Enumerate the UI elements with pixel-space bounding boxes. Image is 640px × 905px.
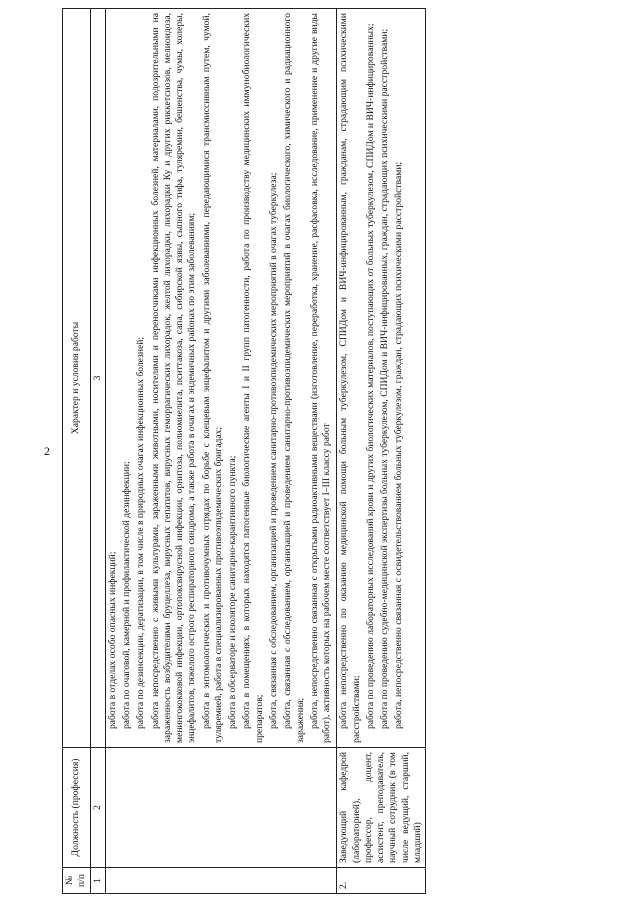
position-cell: Заведующий кафедрой (лабораторией), профессор, доцент, ассистент, преподаватель, научный сотрудник (в том числе ведущий, старший, младший) xyxy=(337,748,426,868)
table-row-2 xyxy=(337,9,426,894)
table-row-continuation xyxy=(105,9,337,894)
condition-item: работа, связанная с обследованием, организацией и проведением санитарно-противоэпидемических мероприятий в очагах туберкулеза; xyxy=(267,172,279,729)
header-row xyxy=(63,9,91,894)
cell-conditions xyxy=(105,9,337,748)
condition-item: работа, связанная с обследованием, организацией и проведением санитарно-противоэпидемических мероприятий в очагах биологического, химического и радиационного заражения; xyxy=(282,13,306,743)
conditions-table xyxy=(62,8,426,894)
condition-item: работа по проведению судебно-медицинской экспертизы больных туберкулезом, СПИДом и ВИЧ-инфицированных, граждан, страдающих психическими расстройствами; xyxy=(379,28,391,729)
header-position: Должность (профессия) xyxy=(63,748,91,868)
condition-item: работа по проведению лабораторных исследований крови и других биологических материалов, поступающих от больных туберкулезом, СПИДом и ВИЧ-инфицированных; xyxy=(364,23,376,729)
condition-item: работа, непосредственно связанная с открытыми радиоактивными веществами (изготовление, переработка, хранение, расфасовка, исследование, применение и другие виды работ), активность которых на рабочем месте соответствует I–III классу работ xyxy=(308,13,333,743)
cell-conditions xyxy=(337,9,426,748)
cell-no-empty xyxy=(105,868,337,894)
index-cell-3: 3 xyxy=(90,9,105,748)
condition-item: работа непосредственно с живыми культурами, зараженными животными, носителями и переносчиками инфекционных болезней, материалами, подозрительными на зараженность возбудителями бруцеллеза, вирусных гепатитов, вирусных геморрагических лихорадок, желтой лихорадки, лихорадки Ку и других риккетсиозов, мелиоидоза, менингококковой инфекции, ортопоксвирусной инфекции, орнитоза, полиомиелита, пситтакоза, сапа, сибирской язвы, сыпного тифа, туляремии, бешенства, чумы, холеры, энцефалитов, тяжелого острого респираторного синдрома, а также работа в очагах и эндемичных районах по этим заболеваниям; xyxy=(149,13,198,743)
header-conditions: Характер и условия работы xyxy=(63,9,91,748)
table-container xyxy=(62,8,622,894)
condition-item: работа в энтомологических и противочумных отрядах по борьбе с клещевым энцефалитом и другими заболеваниями, передающимися трансмиссивным путем, чумой, туляремией, работа в специализированных противоэпидемических бригадах; xyxy=(200,13,224,743)
index-cell-2: 2 xyxy=(90,748,105,868)
row-number: 2. xyxy=(337,868,426,894)
condition-item: работа по дезинсекции, дератизации, в том числе в природных очагах инфекционных болезней; xyxy=(135,336,147,729)
header-no: № п/п xyxy=(63,868,91,894)
condition-item: работа в отделах особо опасных инфекций; xyxy=(106,551,118,729)
condition-item: работа в обсерваторе и изоляторе санитарно-карантинного пункта; xyxy=(227,455,239,729)
cell-position-empty xyxy=(105,748,337,868)
rotated-table-frame xyxy=(62,8,622,894)
index-row xyxy=(90,9,105,894)
page-number: 2 xyxy=(44,444,50,458)
condition-item: работа непосредственно по оказанию медицинской помощи больным туберкулезом, СПИДом и ВИЧ-инфицированным, гражданам, страдающим психическими расстройствами; xyxy=(338,13,362,743)
condition-item: работа в помещениях, в которых находятся патогенные биологические агенты I и II групп патогенности, работа по производству медицинских иммунобиологических препаратов; xyxy=(241,13,265,743)
condition-item: работа по очаговой, камерной и профилактической дезинфекции; xyxy=(121,461,133,729)
index-cell-1: 1 xyxy=(90,868,105,894)
condition-item: работа, непосредственно связанная с освидетельствованием больных туберкулезом, граждан, страдающих психическими расстройствами; xyxy=(393,161,405,729)
